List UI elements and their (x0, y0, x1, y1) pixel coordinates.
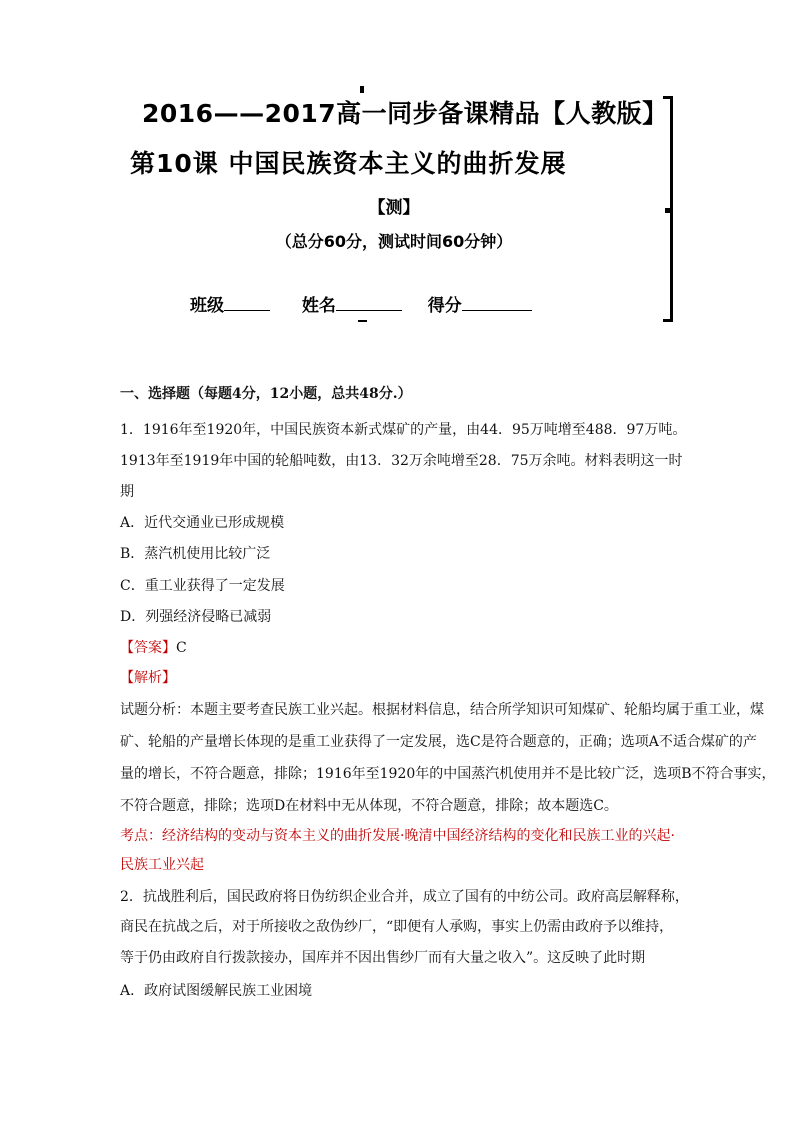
field-score-label: 得分 (427, 296, 462, 316)
q1-stem-line-2: 1913年至1919年中国的轮船吨数，由13．32万余吨增至28．75万余吨。材料表明这一时 (120, 453, 683, 469)
lesson-title: 第10课 中国民族资本主义的曲折发展 (130, 149, 567, 178)
answer-label: 【答案】 (120, 640, 176, 656)
banner-mark-top (360, 86, 364, 93)
student-fields (190, 291, 742, 316)
header-banner (118, 82, 670, 322)
q1-answer (120, 638, 187, 658)
q2-stem-line-2: 商民在抗战之后，对于所接收之敌伪纱厂，“即便有人承购，事实上仍需由政府予以维持， (120, 919, 674, 935)
field-name-blank[interactable] (336, 295, 402, 311)
q1-stem-line-1: 1．1916年至1920年，中国民族资本新式煤矿的产量，由44．95万吨增至488．97万吨。 (120, 422, 687, 438)
field-class-blank[interactable] (224, 295, 270, 311)
doc-title: 2016——2017高一同步备课精品【人教版】 (142, 99, 668, 128)
test-tag: 【测】 (368, 198, 420, 218)
q2-option-a: A．政府试图缓解民族工业困境 (120, 983, 313, 999)
q1-kaodian-line-1: 考点：经济结构的变动与资本主义的曲折发展·晚清中国经济结构的变化和民族工业的兴起· (120, 828, 675, 844)
q1-analysis-line-4: 不符合题意，排除；选项D在材料中无从体现，不符合题意，排除；故本题选C。 (120, 798, 618, 814)
q1-analysis-line-3: 量的增长，不符合题意，排除；1916年至1920年的中国蒸汽机使用并不是比较广泛，选项B不符合事实， (120, 766, 776, 782)
q1-stem-line-3: 期 (120, 484, 134, 500)
score-info: （总分60分，测试时间60分钟） (275, 232, 513, 251)
q2-stem-line-1: 2．抗战胜利后，国民政府将日伪纺织企业合并，成立了国有的中纺公司。政府高层解释称， (120, 889, 689, 905)
q2-stem-line-3: 等于仍由政府自行拨款接办，国库并不因出售纱厂而有大量之收入”。这反映了此时期 (120, 950, 646, 966)
q1-option-b: B．蒸汽机使用比较广泛 (120, 546, 271, 562)
field-name-label: 姓名 (301, 296, 336, 316)
field-class-label: 班级 (190, 296, 224, 316)
q1-kaodian-line-2: 民族工业兴起 (120, 857, 204, 873)
answer-value: C (176, 640, 187, 656)
bracket-right (670, 96, 673, 322)
banner-mark-right (665, 208, 670, 213)
field-score-blank[interactable] (462, 295, 532, 311)
q1-analysis-line-1: 试题分析：本题主要考查民族工业兴起。根据材料信息，结合所学知识可知煤矿、轮船均属于重工业，煤 (120, 702, 764, 718)
section-heading: 一、选择题（每题4分，12小题，总共48分.） (120, 386, 412, 402)
q1-option-c: C．重工业获得了一定发展 (120, 578, 285, 594)
q1-option-d: D．列强经济侵略已减弱 (120, 609, 272, 625)
analysis-label: 【解析】 (120, 670, 176, 686)
banner-mark-bottom (358, 320, 367, 322)
q1-option-a: A．近代交通业已形成规模 (120, 515, 285, 531)
q1-analysis-line-2: 矿、轮船的产量增长体现的是重工业获得了一定发展，选C是符合题意的，正确；选项A不适合煤矿的产 (120, 734, 757, 750)
bracket-bottom (663, 319, 672, 322)
